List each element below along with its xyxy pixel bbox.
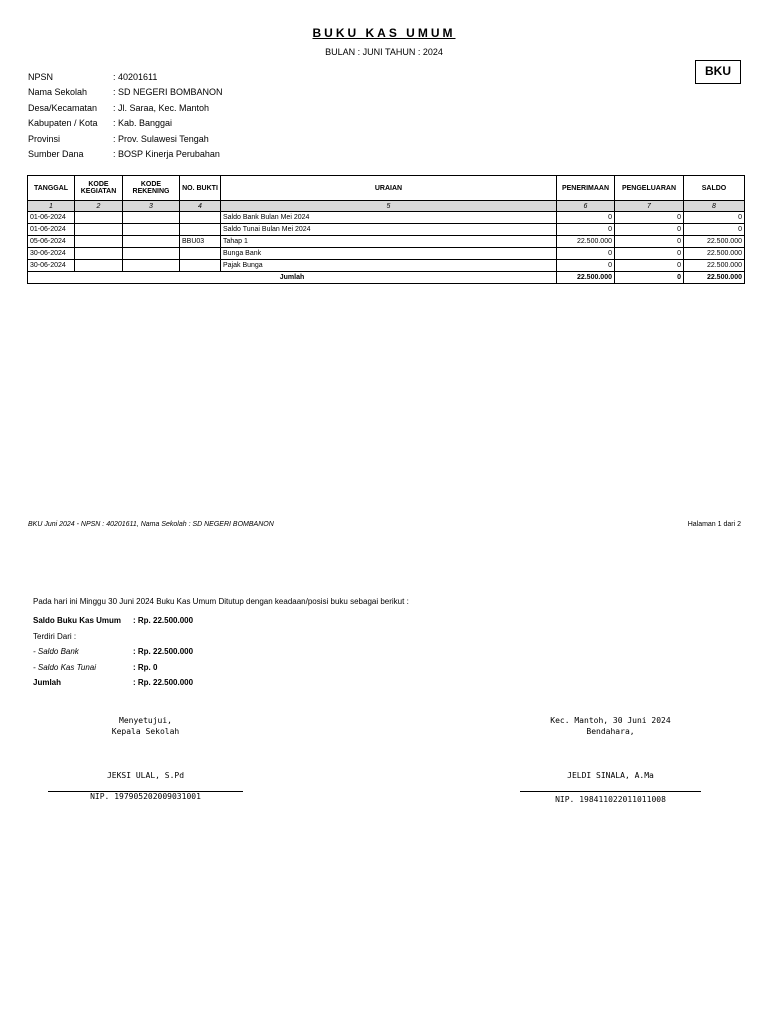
summary-row-saldo [33,613,193,629]
cell-kode-rekening [123,260,180,272]
cell-kode-kegiatan [75,248,123,260]
total-penerimaan: 22.500.000 [557,272,615,284]
total-label: Jumlah [28,272,557,284]
info-label: Desa/Kecamatan [28,102,98,113]
cell-saldo: 22.500.000 [684,260,745,272]
col-number: 2 [75,201,123,212]
cell-tanggal: 01-06-2024 [28,212,75,224]
table-row [28,212,745,224]
cell-pengeluaran: 0 [615,212,684,224]
bku-table [27,175,745,284]
cell-tanggal: 30-06-2024 [28,260,75,272]
signature-right-line [520,791,701,792]
info-row-nama-sekolah [28,85,223,101]
signature-right-role: Bendahara, [586,727,635,736]
table-total-row [28,272,745,284]
cell-kode-rekening [123,212,180,224]
cell-no-bukti: BBU03 [180,236,221,248]
signature-left-role: Kepala Sekolah [111,727,180,736]
document-title: BUKU KAS UMUM [312,26,456,40]
info-value: : Kab. Banggai [113,118,172,128]
cell-uraian: Saldo Tunai Bulan Mei 2024 [221,224,557,236]
col-number: 7 [615,201,684,212]
summary-label: - Saldo Kas Tunai [33,662,96,672]
cell-kode-kegiatan [75,224,123,236]
col-header-no-bukti: NO. BUKTI [180,176,221,201]
summary-value: : Rp. 22.500.000 [133,647,193,656]
cell-penerimaan: 0 [557,248,615,260]
cell-uraian: Pajak Bunga [221,260,557,272]
summary-label: Jumlah [33,678,62,688]
column-number-row [28,201,745,212]
info-label: Nama Sekolah [28,87,88,98]
info-row-sumber-dana [28,147,223,163]
cell-tanggal: 01-06-2024 [28,224,75,236]
info-row-provinsi [28,131,223,147]
summary-row-jumlah [33,675,193,691]
summary-value: : Rp. 22.500.000 [133,616,193,625]
cell-penerimaan: 0 [557,224,615,236]
cell-tanggal: 30-06-2024 [28,248,75,260]
info-row-desa [28,100,223,116]
info-label: NPSN [28,71,54,82]
document-subtitle: BULAN : JUNI TAHUN : 2024 [325,47,443,57]
col-number: 8 [684,201,745,212]
cell-no-bukti [180,248,221,260]
page-number: Halaman 1 dari 2 [687,521,741,528]
col-number: 3 [123,201,180,212]
cell-kode-rekening [123,236,180,248]
signature-left-name: JEKSI ULAL, S.Pd [106,771,185,780]
col-number: 4 [180,201,221,212]
school-info [28,69,223,162]
cell-kode-kegiatan [75,212,123,224]
page-footer-info: BKU Juni 2024 - NPSN : 40201611, Nama Sekolah : SD NEGERI BOMBANON [28,521,274,528]
cell-pengeluaran: 0 [615,260,684,272]
signature-left-approval: Menyetujui, [119,716,172,725]
summary-label: Saldo Buku Kas Umum [33,616,122,626]
cell-saldo: 0 [684,212,745,224]
col-header-pengeluaran: PENGELUARAN [615,176,684,201]
cell-no-bukti [180,224,221,236]
table-row [28,236,745,248]
cell-kode-kegiatan [75,260,123,272]
cell-pengeluaran: 0 [615,224,684,236]
col-number: 1 [28,201,75,212]
info-row-kabupaten [28,116,223,132]
signature-right-place-date: Kec. Mantoh, 30 Juni 2024 [550,716,671,725]
cell-kode-rekening [123,248,180,260]
col-number: 6 [557,201,615,212]
table-header-row [28,176,745,201]
cell-tanggal: 05-06-2024 [28,236,75,248]
info-value: : BOSP Kinerja Perubahan [113,149,220,159]
cell-penerimaan: 0 [557,212,615,224]
signature-left-nip: NIP. 197905202009031001 [90,792,201,801]
cell-no-bukti [180,212,221,224]
info-value: : Prov. Sulawesi Tengah [113,134,209,144]
info-row-npsn [28,69,223,85]
cell-saldo: 22.500.000 [684,236,745,248]
cell-pengeluaran: 0 [615,248,684,260]
info-value: : Jl. Saraa, Kec. Mantoh [113,103,209,113]
table-row [28,248,745,260]
cell-kode-kegiatan [75,236,123,248]
cell-saldo: 22.500.000 [684,248,745,260]
info-value: : SD NEGERI BOMBANON [113,87,223,97]
summary-label: - Saldo Bank [33,647,79,657]
summary-row-tunai [33,660,193,676]
cell-uraian: Tahap 1 [221,236,557,248]
info-value: : 40201611 [113,72,157,82]
col-header-tanggal: TANGGAL [28,176,75,201]
signature-right-nip: NIP. 198411022011011008 [555,795,666,804]
col-header-saldo: SALDO [684,176,745,201]
summary-value: : Rp. 22.500.000 [133,678,193,687]
balance-summary [33,613,193,691]
cell-saldo: 0 [684,224,745,236]
cell-uraian: Bunga Bank [221,248,557,260]
col-header-kode-kegiatan: KODE KEGIATAN [75,176,123,201]
info-label: Provinsi [28,133,61,144]
total-saldo: 22.500.000 [684,272,745,284]
cell-pengeluaran: 0 [615,236,684,248]
cell-no-bukti [180,260,221,272]
cell-kode-rekening [123,224,180,236]
summary-row-terdiri [33,629,193,645]
col-header-penerimaan: PENERIMAAN [557,176,615,201]
summary-row-bank [33,644,193,660]
summary-value: : Rp. 0 [133,663,157,672]
info-label: Kabupaten / Kota [28,118,98,129]
cell-penerimaan: 0 [557,260,615,272]
col-header-uraian: URAIAN [221,176,557,201]
col-number: 5 [221,201,557,212]
signature-right-name: JELDI SINALA, A.Ma [567,771,654,780]
cell-uraian: Saldo Bank Bulan Mei 2024 [221,212,557,224]
col-header-kode-rekening: KODE REKENING [123,176,180,201]
bku-badge: BKU [695,60,741,84]
summary-label: Terdiri Dari : [33,631,77,641]
table-row [28,260,745,272]
cell-penerimaan: 22.500.000 [557,236,615,248]
table-row [28,224,745,236]
total-pengeluaran: 0 [615,272,684,284]
info-label: Sumber Dana [28,149,84,160]
closing-statement: Pada hari ini Minggu 30 Juni 2024 Buku Kas Umum Ditutup dengan keadaan/posisi buku sebagai berikut : [33,597,409,606]
